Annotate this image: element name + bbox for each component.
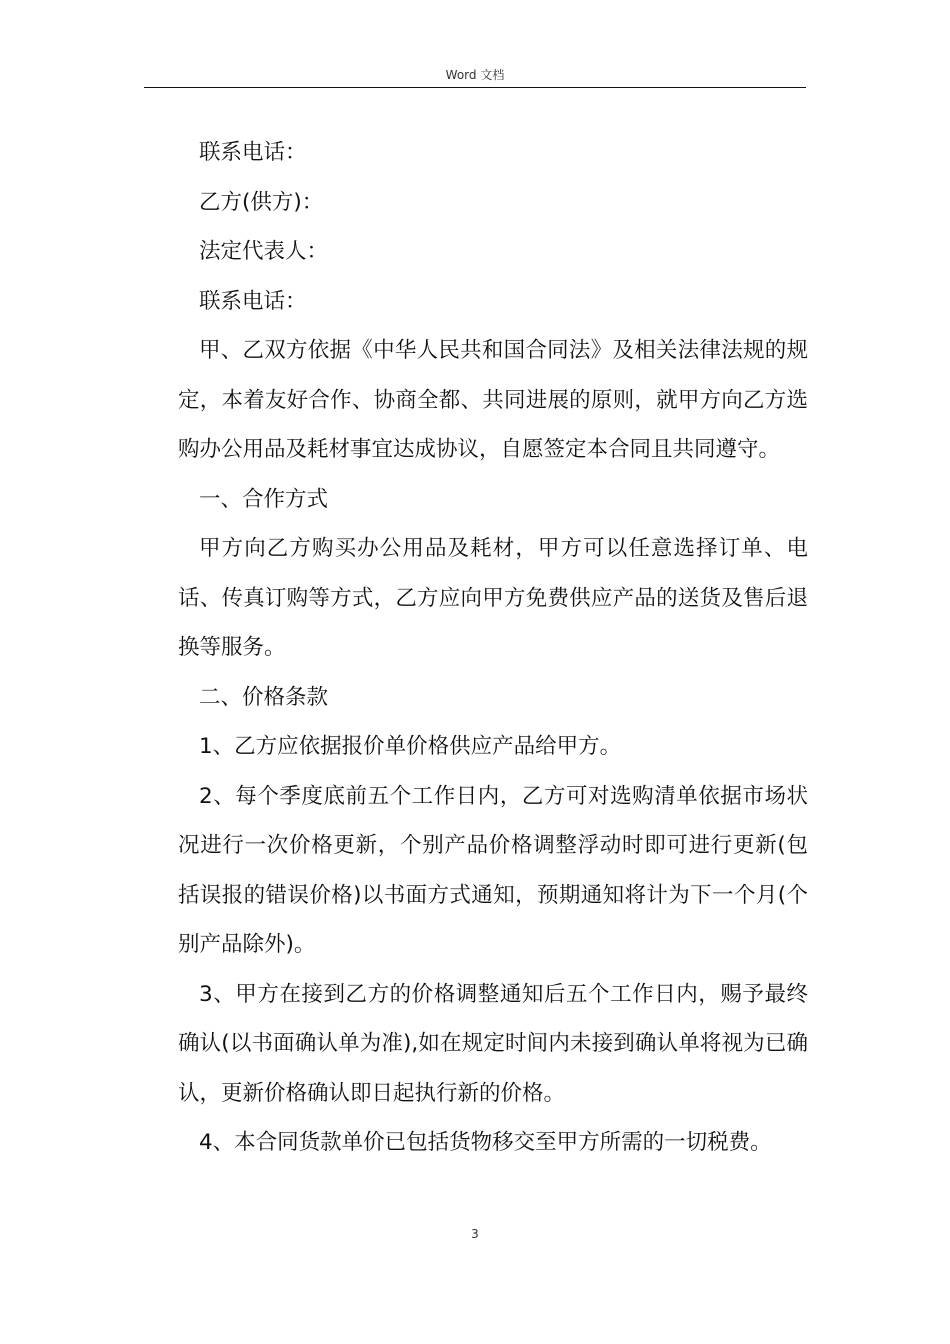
section-heading-price: 二、价格条款 [199,684,329,710]
preamble-paragraph: 甲、乙双方依据《中华人民共和国合同法》及相关法律法规的规定，本着友好合作、协商全都、共同进展的原则，就甲方向乙方选购办公用品及耗材事宜达成协议，自愿签定本合同且共同遵守。 [178,338,808,462]
page-number: 3 [471,1227,479,1241]
document-body [178,128,808,1168]
party-b-supplier: 乙方(供方)： [199,189,324,215]
header-divider [144,87,806,88]
contact-phone-party-a: 联系电话： [199,140,307,165]
legal-representative: 法定代表人： [199,239,329,264]
page-header: Word 文档 [445,68,505,82]
price-clause-2: 2、每个季度底前五个工作日内，乙方可对选购清单依据市场状况进行一次价格更新，个别产品价格调整浮动时即可进行更新(包括误报的错误价格)以书面方式通知，预期通知将计为下一个月(个别产品除外)。 [178,783,808,957]
contact-phone-party-b: 联系电话： [199,288,307,314]
cooperation-paragraph: 甲方向乙方购买办公用品及耗材，甲方可以任意选择订单、电话、传真订购等方式，乙方应向甲方免费供应产品的送货及售后退换等服务。 [178,536,808,660]
price-clause-1: 1、乙方应依据报价单价格供应产品给甲方。 [199,734,622,759]
price-clause-4: 4、本合同货款单价已包括货物移交至甲方所需的一切税费。 [199,1130,772,1155]
price-clause-3: 3、甲方在接到乙方的价格调整通知后五个工作日内，赐予最终确认(以书面确认单为准),如在规定时间内未接到确认单将视为已确认，更新价格确认即日起执行新的价格。 [178,981,808,1106]
section-heading-cooperation: 一、合作方式 [199,486,329,512]
